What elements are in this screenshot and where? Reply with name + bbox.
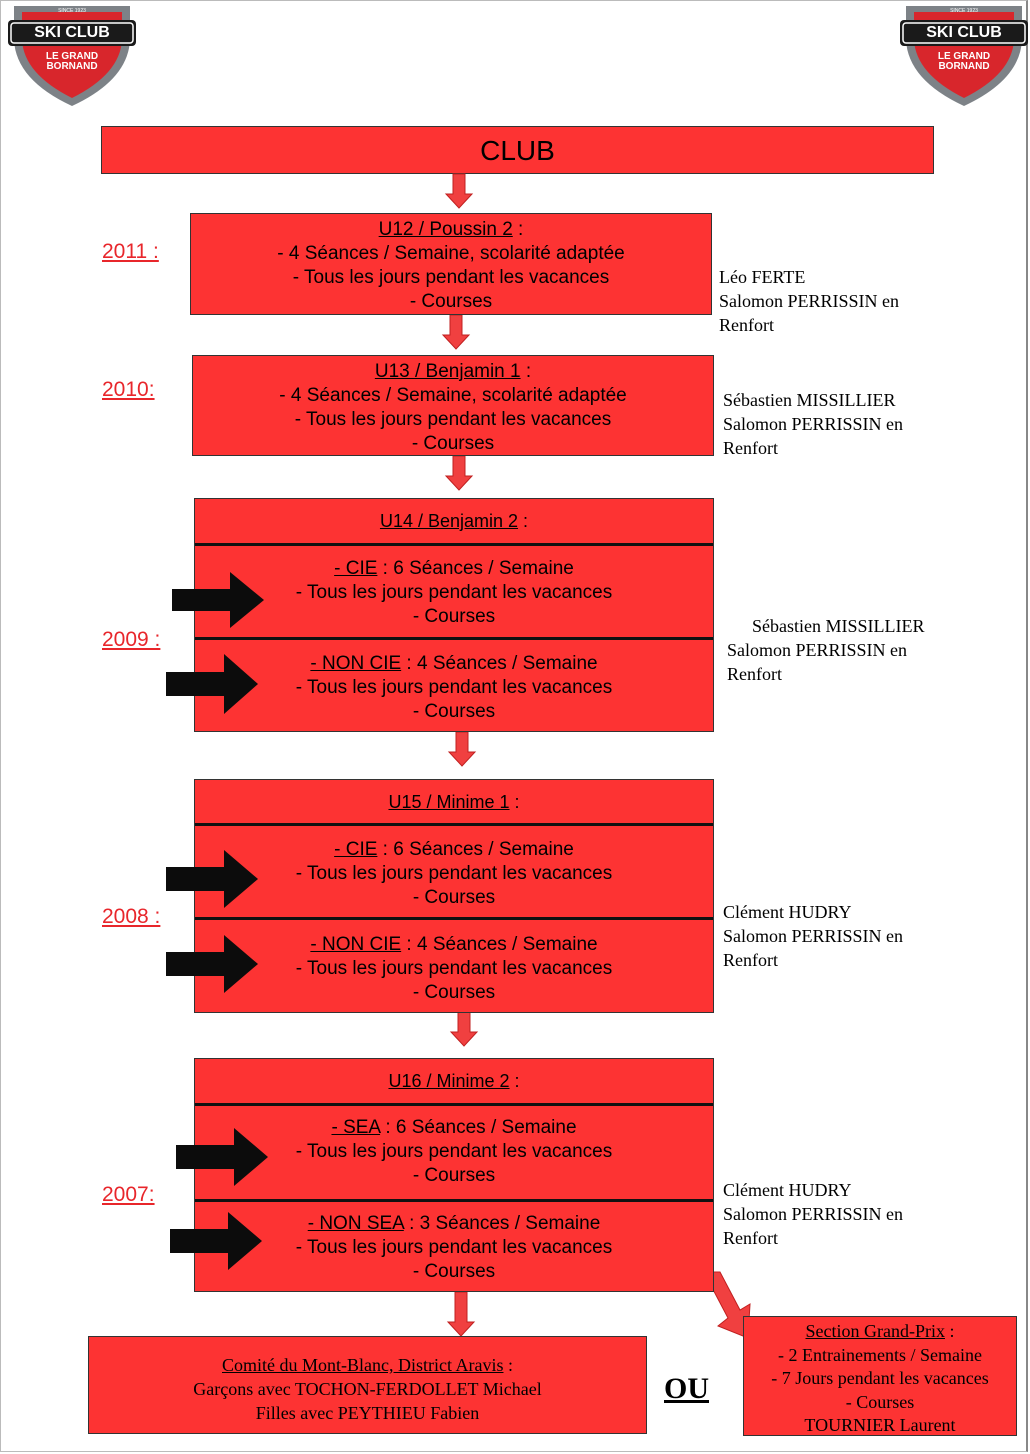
divider — [195, 917, 713, 920]
comite-title: Comité du Mont-Blanc, District Aravis — [222, 1355, 504, 1375]
category-colon: : — [509, 792, 520, 812]
group-label: - CIE — [334, 558, 378, 579]
coach-line: Sébastien MISSILLIER — [752, 616, 925, 636]
category-2008: U15 / Minime 1 — [388, 792, 510, 812]
grand-prix-line: - 2 Entrainements / Semaine — [778, 1344, 982, 1365]
line: - Courses — [412, 982, 496, 1003]
line: - Courses — [411, 433, 495, 454]
category-colon: : — [518, 511, 529, 531]
coach-line: Clément HUDRY — [723, 1180, 852, 1200]
black-arrow-2009-b — [166, 654, 258, 714]
category-2007: U16 / Minime 2 — [388, 1071, 510, 1091]
coach-line: Salomon PERRISSIN en — [723, 926, 904, 946]
black-arrow-2008-b — [166, 935, 258, 993]
line: - Courses — [412, 1165, 496, 1186]
group-label: - NON SEA — [307, 1213, 404, 1234]
logo-left-line2: BORNAND — [46, 61, 98, 72]
year-2008: 2008 : — [102, 905, 161, 928]
coach-line: Salomon PERRISSIN en — [727, 640, 908, 660]
group-text: : 4 Séances / Semaine — [401, 653, 598, 674]
coach-line: Salomon PERRISSIN en — [723, 1204, 904, 1224]
group-label: - NON CIE — [310, 653, 402, 674]
coaches-2008 — [723, 900, 903, 972]
level-box-2010 — [192, 355, 714, 456]
logo-right-line1: LE GRAND — [937, 51, 991, 62]
level-box-2008 — [194, 779, 714, 1013]
coach-line: Sébastien MISSILLIER — [723, 390, 896, 410]
arrow-down-1 — [446, 174, 472, 208]
year-2011: 2011 : — [102, 240, 159, 263]
coach-line: Renfort — [719, 315, 774, 335]
line: - Tous les jours pendant les vacances — [295, 863, 613, 884]
line: - Courses — [412, 887, 496, 908]
arrow-down-2 — [443, 315, 469, 349]
line: - Courses — [412, 606, 496, 627]
coach-line: Renfort — [723, 438, 778, 458]
black-arrow-2008-a — [166, 850, 258, 908]
coaches-2010 — [723, 388, 903, 460]
category-colon: : — [509, 1071, 520, 1091]
comite-line: Garçons avec TOCHON-FERDOLLET Michael — [193, 1379, 542, 1399]
line: - Courses — [412, 701, 496, 722]
category-2010: U13 / Benjamin 1 — [374, 361, 521, 382]
grand-prix-line: - 7 Jours pendant les vacances — [771, 1368, 989, 1388]
grand-prix-box — [743, 1316, 1017, 1436]
coach-line: Salomon PERRISSIN en — [719, 291, 900, 311]
group-text: : 3 Séances / Semaine — [403, 1213, 601, 1234]
group-label: - CIE — [334, 839, 378, 860]
black-arrow-2007-b — [170, 1212, 262, 1270]
group-label: - NON CIE — [310, 934, 402, 955]
grand-prix-line: - Courses — [845, 1391, 915, 1412]
category-colon: : — [512, 219, 524, 240]
line: - Tous les jours pendant les vacances — [292, 267, 610, 288]
black-arrow-2007-a — [176, 1128, 268, 1186]
or-label: OU — [664, 1372, 709, 1405]
category-2009: U14 / Benjamin 2 — [379, 511, 519, 531]
arrow-down-6 — [448, 1292, 474, 1336]
year-2009: 2009 : — [102, 628, 161, 651]
arrow-down-5 — [451, 1012, 477, 1046]
coach-line: Salomon PERRISSIN en — [723, 414, 904, 434]
grand-prix-line: TOURNIER Laurent — [804, 1415, 956, 1435]
logo-left-line1: LE GRAND — [45, 51, 99, 62]
comite-line: Filles avec PEYTHIEU Fabien — [255, 1403, 480, 1423]
group-label: - SEA — [331, 1117, 381, 1138]
grand-prix-title: Section Grand-Prix — [805, 1321, 945, 1341]
line: - Tous les jours pendant les vacances — [295, 1141, 613, 1162]
coach-line: Renfort — [723, 1228, 778, 1248]
group-text: : 6 Séances / Semaine — [377, 558, 574, 579]
line: - Courses — [409, 291, 493, 312]
divider — [195, 1103, 713, 1106]
divider — [195, 1199, 713, 1202]
grand-prix-colon: : — [944, 1321, 955, 1341]
line: - Tous les jours pendant les vacances — [295, 958, 613, 979]
coach-line: Renfort — [723, 950, 778, 970]
comite-colon: : — [503, 1355, 513, 1375]
coach-line: Clément HUDRY — [723, 902, 852, 922]
line: - 4 Séances / Semaine, scolarité adaptée — [279, 385, 627, 406]
comite-box — [88, 1336, 647, 1434]
coach-line: Renfort — [727, 664, 782, 684]
coach-line: Léo FERTE — [719, 267, 806, 287]
logo-right-line2: BORNAND — [938, 61, 990, 72]
line: - Tous les jours pendant les vacances — [295, 582, 613, 603]
logo-left-name: SKI CLUB — [34, 24, 110, 41]
group-text: : 6 Séances / Semaine — [380, 1117, 577, 1138]
coaches-2011 — [719, 265, 899, 337]
level-box-2011 — [190, 213, 712, 315]
line: - Tous les jours pendant les vacances — [295, 1237, 613, 1258]
coaches-2007 — [723, 1178, 903, 1250]
arrow-down-4 — [449, 732, 475, 766]
logo-left-since: SINCE 1923 — [58, 8, 86, 14]
divider — [195, 543, 713, 546]
line: - 4 Séances / Semaine, scolarité adaptée — [277, 243, 625, 264]
logo-right-since: SINCE 1923 — [950, 8, 978, 14]
level-box-2007 — [194, 1058, 714, 1292]
line: - Tous les jours pendant les vacances — [295, 677, 613, 698]
category-colon: : — [520, 361, 532, 382]
logo-right-name: SKI CLUB — [926, 24, 1002, 41]
level-box-2009 — [194, 498, 714, 732]
arrow-down-3 — [446, 456, 472, 490]
category-2011: U12 / Poussin 2 — [378, 219, 513, 240]
year-2010: 2010: — [102, 378, 155, 401]
year-2007: 2007: — [102, 1183, 155, 1206]
black-arrow-2009-a — [172, 572, 264, 628]
group-text: : 6 Séances / Semaine — [377, 839, 574, 860]
divider — [195, 823, 713, 826]
club-title: CLUB — [480, 135, 555, 166]
divider — [195, 637, 713, 640]
line: - Courses — [412, 1261, 496, 1282]
line: - Tous les jours pendant les vacances — [294, 409, 612, 430]
group-text: : 4 Séances / Semaine — [401, 934, 598, 955]
coaches-2009 — [727, 614, 925, 686]
club-box — [101, 126, 934, 174]
